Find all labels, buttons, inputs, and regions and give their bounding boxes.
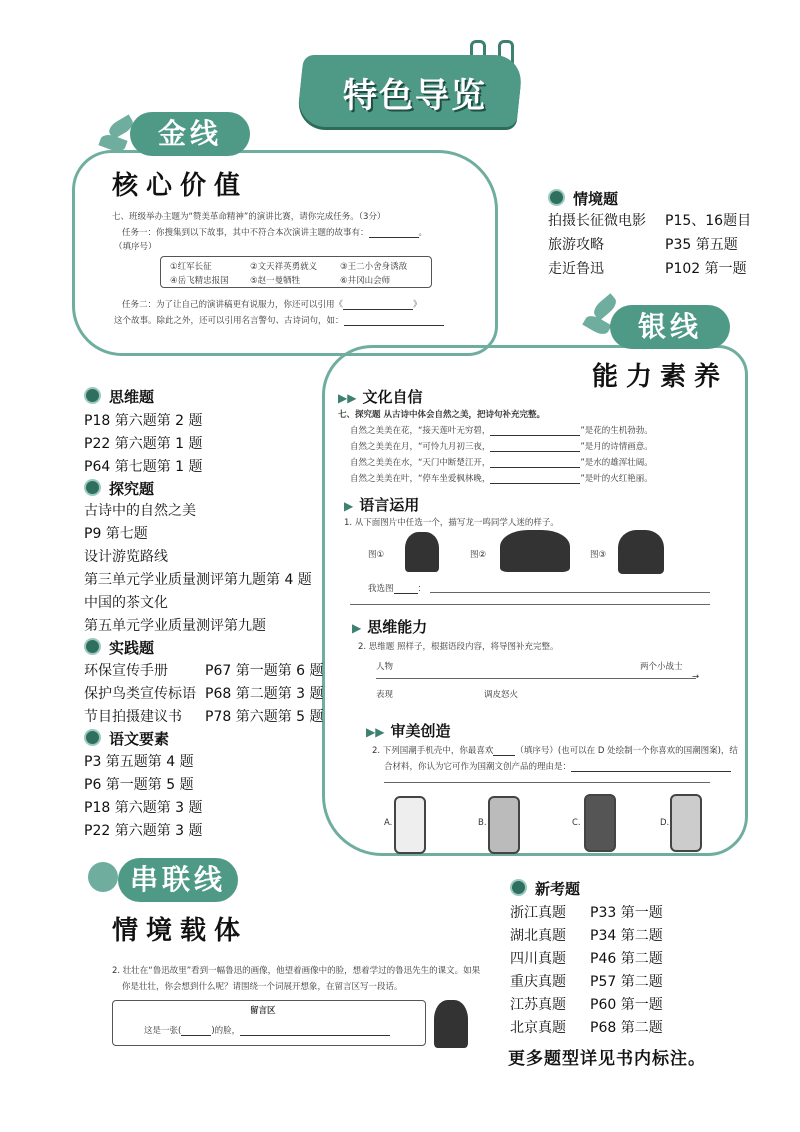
story-6: ⑥井冈山会师	[340, 276, 391, 286]
gold-task1-note: （填序号）	[114, 242, 157, 252]
newexam-item-name: 重庆真题	[510, 974, 566, 990]
culture-heading: ▶▶ 文化自信	[338, 388, 423, 406]
answer-line	[350, 604, 710, 605]
story-2: ②文天祥英勇就义	[250, 262, 318, 272]
newexam-item-name: 浙江真题	[510, 905, 566, 921]
thinking-item: P64 第七题第 1 题	[84, 459, 203, 475]
bullet-icon	[510, 879, 527, 896]
page-title: 特色导览	[343, 76, 487, 116]
option-a-label: A.	[384, 818, 393, 828]
answer-line	[430, 592, 710, 593]
series-heading: 情境载体	[112, 916, 249, 946]
gold-task2-line2: 这个故事。除此之外，还可以引用名言警句、古诗词句，如：	[114, 314, 444, 326]
practice-item-name: 环保宣传手册	[84, 663, 168, 679]
luxun-portrait-image	[434, 1000, 468, 1048]
aesthetic-question-2: 合材料，你认为它可作为国潮文创产品的理由是：	[384, 760, 731, 772]
play-icon: ▶▶	[338, 391, 357, 405]
culture-line: 自然之美美在花，“接天莲叶无穷碧， ”是花的生机勃勃。	[350, 426, 653, 436]
message-box-text: 这是一张( )的脸，	[144, 1024, 390, 1036]
newexam-item-ref: P34 第二题	[590, 928, 663, 944]
student-reading-image	[405, 532, 439, 572]
thinking-item: P18 第六题第 2 题	[84, 413, 203, 429]
gold-heading: 核心价值	[112, 171, 249, 201]
phone-case-d-image	[670, 794, 702, 852]
scenario-heading: 情境题	[548, 188, 618, 209]
play-icon: ▶▶	[366, 725, 385, 739]
scenario-item-name: 走近鲁迅	[548, 261, 604, 277]
explore-item: P9 第七题	[84, 526, 148, 542]
gold-task2-line1: 任务二：为了让自己的演讲稿更有说服力，你还可以引用《 》	[122, 300, 422, 310]
option-d-label: D.	[660, 818, 670, 828]
story-5: ⑤赵一曼牺牲	[250, 276, 301, 286]
newexam-item-name: 江苏真题	[510, 997, 566, 1013]
ability-question: 2. 思维题 照样子，根据语段内容，将导图补充完整。	[358, 642, 559, 652]
arrow-icon: →	[692, 672, 700, 682]
scenario-item-ref: P15、16题目	[665, 213, 752, 229]
explore-item: 中国的茶文化	[84, 595, 168, 611]
leaf-icon	[582, 312, 612, 337]
phone-case-c-image	[584, 794, 616, 852]
mindmap-label-person: 人物	[376, 662, 394, 672]
culture-question: 七、探究题 从古诗中体会自然之美，把诗句补充完整。	[338, 410, 545, 420]
newexam-item-ref: P57 第二题	[590, 974, 663, 990]
series-question-1: 2. 壮壮在“鲁迅故里”看到一幅鲁迅的画像，他望着画像中的脸，想着学过的鲁迅先生的课文。如果	[112, 966, 481, 976]
story-4: ④岳飞精忠报国	[170, 276, 229, 286]
practice-item-name: 保护鸟类宣传标语	[84, 686, 196, 702]
explore-item: 第三单元学业质量测评第九题第 4 题	[84, 572, 312, 588]
leaf-icon	[88, 862, 118, 892]
pic-label-2: 图②	[470, 550, 487, 560]
mindmap-end-person: 两个小战士	[640, 662, 683, 672]
gold-line-label: 金线	[130, 112, 250, 156]
play-icon: ▶	[352, 621, 362, 635]
scenario-item-ref: P35 第五题	[665, 237, 738, 253]
footer-note: 更多题型详见书内标注。	[508, 1049, 706, 1069]
practice-item-name: 节目拍摄建议书	[84, 709, 182, 725]
silver-heading: 能力素养	[592, 362, 729, 392]
explore-item: 第五单元学业质量测评第九题	[84, 618, 266, 634]
language-question: 1. 从下面图片中任选一个，描写龙一鸣同学人迷的样子。	[344, 518, 559, 528]
student-painting-image	[618, 530, 664, 574]
elements-item: P3 第五题第 4 题	[84, 754, 194, 770]
gold-question: 七、班级举办主题为“赞美革命精神”的演讲比赛，请你完成任务。（3分）	[112, 212, 386, 222]
practice-item-ref: P78 第六题第 5 题	[205, 709, 324, 725]
aesthetic-question-1: 2. 下列国潮手机壳中，你最喜欢 （填序号）(也可以在 D 处绘制一个你喜欢的国潮图案)，结	[372, 746, 738, 756]
option-b-label: B.	[478, 818, 487, 828]
bullet-icon	[548, 189, 565, 206]
bullet-icon	[84, 638, 101, 655]
message-box-title: 留言区	[250, 1006, 276, 1016]
story-1: ①红军长征	[170, 262, 212, 272]
scenario-item-ref: P102 第一题	[665, 261, 747, 277]
explore-item: 古诗中的自然之美	[84, 503, 196, 519]
thinking-heading: 思维题	[84, 386, 154, 407]
mindmap-mid: 调皮怒火	[484, 690, 519, 700]
phone-case-a-image	[394, 796, 426, 854]
series-line-label: 串联线	[118, 858, 238, 902]
newexam-item-name: 北京真题	[510, 1020, 566, 1036]
explore-heading: 探究题	[84, 478, 154, 499]
aesthetic-heading: ▶▶ 审美创造	[366, 722, 451, 740]
story-3: ③王二小舍身诱敌	[340, 262, 408, 272]
practice-heading: 实践题	[84, 637, 154, 658]
silver-frame	[322, 345, 748, 856]
newexam-item-ref: P60 第一题	[590, 997, 663, 1013]
newexam-item-name: 四川真题	[510, 951, 566, 967]
option-c-label: C.	[572, 818, 581, 828]
elements-heading: 语文要素	[84, 728, 169, 749]
bullet-icon	[84, 729, 101, 746]
practice-item-ref: P67 第一题第 6 题	[205, 663, 324, 679]
mindmap-axis	[376, 678, 696, 679]
newexam-item-name: 湖北真题	[510, 928, 566, 944]
newexam-item-ref: P33 第一题	[590, 905, 663, 921]
elements-item: P6 第一题第 5 题	[84, 777, 194, 793]
newexam-item-ref: P46 第二题	[590, 951, 663, 967]
explore-item: 设计游览路线	[84, 549, 168, 565]
scenario-item-name: 拍摄长征微电影	[548, 213, 646, 229]
mindmap-label-behavior: 表现	[376, 690, 394, 700]
practice-item-ref: P68 第二题第 3 题	[205, 686, 324, 702]
ability-heading: ▶ 思维能力	[352, 618, 428, 636]
culture-line: 自然之美美在水，“天门中断楚江开， ”是水的雄浑壮阔。	[350, 458, 653, 468]
culture-line: 自然之美美在月，“可怜九月初三夜， ”是月的诗情画意。	[350, 442, 653, 452]
newexam-heading: 新考题	[510, 878, 580, 899]
phone-case-b-image	[488, 796, 520, 854]
scenario-item-name: 旅游攻略	[548, 237, 604, 253]
pic-label-3: 图③	[590, 550, 607, 560]
silver-line-label: 银线	[610, 305, 730, 349]
play-icon: ▶	[344, 499, 354, 513]
newexam-item-ref: P68 第二题	[590, 1020, 663, 1036]
pic-label-1: 图①	[368, 550, 385, 560]
series-question-2: 你是壮壮，你会想到什么呢？请围绕一个词展开想象，在留言区写一段话。	[122, 982, 403, 992]
choose-label: 我选图 ：	[368, 584, 427, 594]
language-heading: ▶ 语言运用	[344, 496, 420, 514]
culture-line: 自然之美美在叶，“停车坐爱枫林晚， ”是叶的火红艳丽。	[350, 474, 653, 484]
elements-item: P22 第六题第 3 题	[84, 823, 203, 839]
thinking-item: P22 第六题第 1 题	[84, 436, 203, 452]
bullet-icon	[84, 479, 101, 496]
gold-task1: 任务一：你搜集到以下故事，其中不符合本次演讲主题的故事有： 。	[122, 228, 428, 238]
bullet-icon	[84, 387, 101, 404]
elements-item: P18 第六题第 3 题	[84, 800, 203, 816]
answer-line	[384, 782, 710, 783]
students-chess-image	[500, 530, 570, 572]
